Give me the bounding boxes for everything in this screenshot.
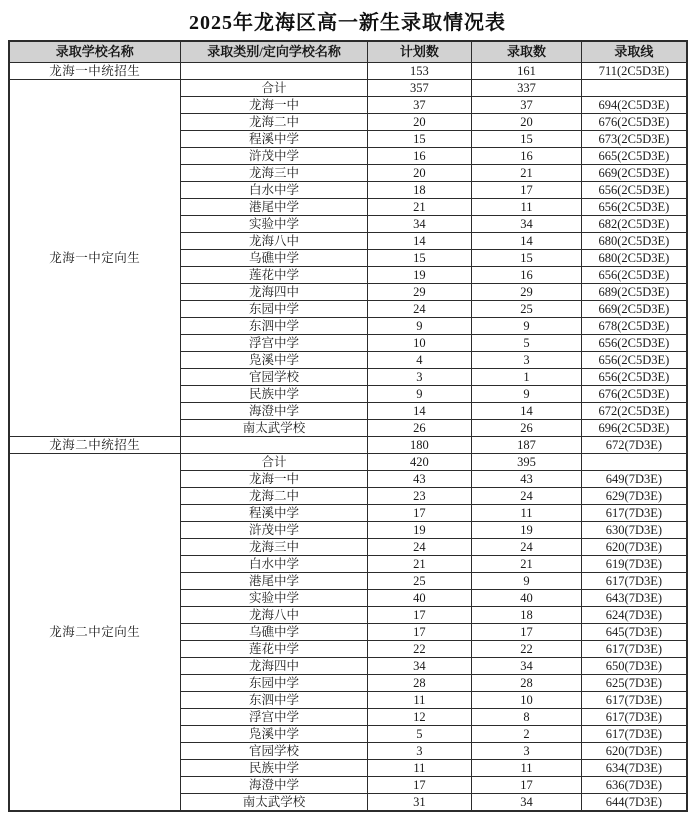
page-title: 2025年龙海区高一新生录取情况表 <box>189 12 506 34</box>
table-body <box>9 63 687 812</box>
cutoff-cell: 624(7D3E) <box>582 607 687 624</box>
cutoff-cell: 656(2C5D3E) <box>582 352 687 369</box>
plan-cell: 22 <box>368 641 472 658</box>
cutoff-cell: 617(7D3E) <box>582 692 687 709</box>
admitted-cell: 8 <box>471 709 582 726</box>
admitted-cell: 14 <box>471 403 582 420</box>
category-cell: 港尾中学 <box>181 573 368 590</box>
category-cell: 实验中学 <box>181 590 368 607</box>
cutoff-cell: 644(7D3E) <box>582 794 687 812</box>
admitted-cell: 21 <box>471 556 582 573</box>
plan-cell: 420 <box>368 454 472 471</box>
plan-cell: 17 <box>368 777 472 794</box>
admitted-cell: 28 <box>471 675 582 692</box>
admitted-cell: 1 <box>471 369 582 386</box>
admitted-cell: 2 <box>471 726 582 743</box>
plan-cell: 21 <box>368 199 472 216</box>
cutoff-cell: 682(2C5D3E) <box>582 216 687 233</box>
table-header <box>9 41 687 63</box>
admitted-cell: 17 <box>471 624 582 641</box>
cutoff-cell: 669(2C5D3E) <box>582 165 687 182</box>
admitted-cell: 9 <box>471 386 582 403</box>
category-cell: 官园学校 <box>181 369 368 386</box>
plan-cell: 21 <box>368 556 472 573</box>
cutoff-cell: 656(2C5D3E) <box>582 267 687 284</box>
cutoff-cell: 665(2C5D3E) <box>582 148 687 165</box>
admitted-cell: 24 <box>471 488 582 505</box>
cutoff-cell: 649(7D3E) <box>582 471 687 488</box>
cutoff-cell: 643(7D3E) <box>582 590 687 607</box>
category-cell: 龙海八中 <box>181 607 368 624</box>
admitted-cell: 9 <box>471 318 582 335</box>
school-group-cell: 龙海二中定向生 <box>9 454 181 812</box>
cutoff-cell: 680(2C5D3E) <box>582 233 687 250</box>
admitted-cell: 3 <box>471 743 582 760</box>
category-cell: 乌礁中学 <box>181 250 368 267</box>
admitted-cell: 11 <box>471 760 582 777</box>
category-cell: 海澄中学 <box>181 403 368 420</box>
cutoff-cell: 680(2C5D3E) <box>582 250 687 267</box>
plan-cell: 3 <box>368 369 472 386</box>
admitted-cell: 11 <box>471 505 582 522</box>
category-cell: 民族中学 <box>181 760 368 777</box>
plan-cell: 31 <box>368 794 472 812</box>
cutoff-cell: 656(2C5D3E) <box>582 182 687 199</box>
admitted-cell: 187 <box>471 437 582 454</box>
category-cell: 东园中学 <box>181 301 368 318</box>
category-cell: 龙海二中 <box>181 488 368 505</box>
plan-cell: 11 <box>368 692 472 709</box>
cutoff-cell: 620(7D3E) <box>582 539 687 556</box>
admitted-cell: 161 <box>471 63 582 80</box>
plan-cell: 28 <box>368 675 472 692</box>
plan-cell: 5 <box>368 726 472 743</box>
table-row <box>9 437 687 454</box>
cutoff-cell: 689(2C5D3E) <box>582 284 687 301</box>
admitted-cell: 11 <box>471 199 582 216</box>
cutoff-cell: 656(2C5D3E) <box>582 369 687 386</box>
cutoff-cell: 673(2C5D3E) <box>582 131 687 148</box>
category-cell: 合计 <box>181 454 368 471</box>
category-cell: 浮宫中学 <box>181 709 368 726</box>
admitted-cell: 18 <box>471 607 582 624</box>
category-cell: 东泗中学 <box>181 318 368 335</box>
plan-cell: 14 <box>368 403 472 420</box>
plan-cell: 11 <box>368 760 472 777</box>
category-cell: 白水中学 <box>181 182 368 199</box>
cutoff-cell: 696(2C5D3E) <box>582 420 687 437</box>
cutoff-cell: 656(2C5D3E) <box>582 335 687 352</box>
category-cell: 南太武学校 <box>181 420 368 437</box>
category-cell: 东园中学 <box>181 675 368 692</box>
admitted-cell: 14 <box>471 233 582 250</box>
cutoff-cell <box>582 80 687 97</box>
plan-cell: 18 <box>368 182 472 199</box>
school-group-cell: 龙海二中统招生 <box>9 437 181 454</box>
cutoff-cell: 629(7D3E) <box>582 488 687 505</box>
plan-cell: 153 <box>368 63 472 80</box>
category-cell: 白水中学 <box>181 556 368 573</box>
admitted-cell: 10 <box>471 692 582 709</box>
admitted-cell: 5 <box>471 335 582 352</box>
category-cell: 民族中学 <box>181 386 368 403</box>
cutoff-cell: 636(7D3E) <box>582 777 687 794</box>
admitted-cell: 16 <box>471 267 582 284</box>
admitted-cell: 9 <box>471 573 582 590</box>
admitted-cell: 22 <box>471 641 582 658</box>
category-cell: 官园学校 <box>181 743 368 760</box>
admissions-table <box>8 40 688 812</box>
cutoff-cell: 669(2C5D3E) <box>582 301 687 318</box>
cutoff-cell: 625(7D3E) <box>582 675 687 692</box>
cutoff-cell: 656(2C5D3E) <box>582 199 687 216</box>
plan-cell: 16 <box>368 148 472 165</box>
plan-cell: 180 <box>368 437 472 454</box>
category-cell: 龙海四中 <box>181 658 368 675</box>
category-cell: 龙海一中 <box>181 97 368 114</box>
admitted-cell: 34 <box>471 216 582 233</box>
category-cell: 龙海三中 <box>181 539 368 556</box>
plan-cell: 34 <box>368 216 472 233</box>
header-cell-school-name: 录取学校名称 <box>9 41 181 63</box>
category-cell: 东泗中学 <box>181 692 368 709</box>
cutoff-cell: 645(7D3E) <box>582 624 687 641</box>
category-cell: 凫溪中学 <box>181 726 368 743</box>
admitted-cell: 17 <box>471 182 582 199</box>
admitted-cell: 43 <box>471 471 582 488</box>
admitted-cell: 19 <box>471 522 582 539</box>
category-cell: 龙海四中 <box>181 284 368 301</box>
plan-cell: 17 <box>368 505 472 522</box>
category-cell: 合计 <box>181 80 368 97</box>
plan-cell: 43 <box>368 471 472 488</box>
category-cell: 龙海八中 <box>181 233 368 250</box>
plan-cell: 17 <box>368 624 472 641</box>
cutoff-cell: 678(2C5D3E) <box>582 318 687 335</box>
cutoff-cell: 620(7D3E) <box>582 743 687 760</box>
admitted-cell: 20 <box>471 114 582 131</box>
category-cell: 凫溪中学 <box>181 352 368 369</box>
cutoff-cell: 617(7D3E) <box>582 709 687 726</box>
plan-cell: 20 <box>368 114 472 131</box>
cutoff-cell: 676(2C5D3E) <box>582 114 687 131</box>
cutoff-cell: 617(7D3E) <box>582 641 687 658</box>
plan-cell: 40 <box>368 590 472 607</box>
plan-cell: 19 <box>368 267 472 284</box>
category-cell <box>181 63 368 80</box>
table-row <box>9 454 687 471</box>
cutoff-cell: 619(7D3E) <box>582 556 687 573</box>
cutoff-cell: 694(2C5D3E) <box>582 97 687 114</box>
plan-cell: 24 <box>368 301 472 318</box>
plan-cell: 10 <box>368 335 472 352</box>
plan-cell: 26 <box>368 420 472 437</box>
admitted-cell: 37 <box>471 97 582 114</box>
plan-cell: 12 <box>368 709 472 726</box>
school-group-cell: 龙海一中统招生 <box>9 63 181 80</box>
cutoff-cell: 630(7D3E) <box>582 522 687 539</box>
school-group-cell: 龙海一中定向生 <box>9 80 181 437</box>
category-cell: 龙海一中 <box>181 471 368 488</box>
admitted-cell: 15 <box>471 250 582 267</box>
plan-cell: 15 <box>368 131 472 148</box>
plan-cell: 4 <box>368 352 472 369</box>
category-cell: 港尾中学 <box>181 199 368 216</box>
category-cell: 龙海二中 <box>181 114 368 131</box>
cutoff-cell: 711(2C5D3E) <box>582 63 687 80</box>
cutoff-cell: 672(2C5D3E) <box>582 403 687 420</box>
admitted-cell: 395 <box>471 454 582 471</box>
header-cell-category: 录取类别/定向学校名称 <box>181 41 368 63</box>
cutoff-cell: 617(7D3E) <box>582 505 687 522</box>
header-cell-cutoff-score: 录取线 <box>582 41 687 63</box>
admitted-cell: 17 <box>471 777 582 794</box>
category-cell: 南太武学校 <box>181 794 368 812</box>
category-cell: 浮宫中学 <box>181 335 368 352</box>
admitted-cell: 3 <box>471 352 582 369</box>
cutoff-cell: 650(7D3E) <box>582 658 687 675</box>
plan-cell: 37 <box>368 97 472 114</box>
category-cell: 莲花中学 <box>181 641 368 658</box>
cutoff-cell: 672(7D3E) <box>582 437 687 454</box>
plan-cell: 15 <box>368 250 472 267</box>
header-cell-plan-count: 计划数 <box>368 41 472 63</box>
admitted-cell: 34 <box>471 658 582 675</box>
category-cell: 莲花中学 <box>181 267 368 284</box>
plan-cell: 357 <box>368 80 472 97</box>
category-cell: 海澄中学 <box>181 777 368 794</box>
admitted-cell: 34 <box>471 794 582 812</box>
plan-cell: 29 <box>368 284 472 301</box>
table-row <box>9 63 687 80</box>
plan-cell: 19 <box>368 522 472 539</box>
category-cell: 龙海三中 <box>181 165 368 182</box>
category-cell: 实验中学 <box>181 216 368 233</box>
category-cell: 程溪中学 <box>181 131 368 148</box>
cutoff-cell: 676(2C5D3E) <box>582 386 687 403</box>
admitted-cell: 24 <box>471 539 582 556</box>
plan-cell: 25 <box>368 573 472 590</box>
plan-cell: 17 <box>368 607 472 624</box>
cutoff-cell: 634(7D3E) <box>582 760 687 777</box>
admitted-cell: 40 <box>471 590 582 607</box>
plan-cell: 23 <box>368 488 472 505</box>
cutoff-cell: 617(7D3E) <box>582 573 687 590</box>
plan-cell: 24 <box>368 539 472 556</box>
table-row <box>9 80 687 97</box>
plan-cell: 9 <box>368 386 472 403</box>
category-cell: 乌礁中学 <box>181 624 368 641</box>
plan-cell: 20 <box>368 165 472 182</box>
admitted-cell: 15 <box>471 131 582 148</box>
cutoff-cell <box>582 454 687 471</box>
admitted-cell: 16 <box>471 148 582 165</box>
admitted-cell: 26 <box>471 420 582 437</box>
header-row <box>9 41 687 63</box>
category-cell: 浒茂中学 <box>181 148 368 165</box>
admitted-cell: 25 <box>471 301 582 318</box>
category-cell <box>181 437 368 454</box>
plan-cell: 14 <box>368 233 472 250</box>
category-cell: 程溪中学 <box>181 505 368 522</box>
plan-cell: 3 <box>368 743 472 760</box>
plan-cell: 9 <box>368 318 472 335</box>
admitted-cell: 337 <box>471 80 582 97</box>
cutoff-cell: 617(7D3E) <box>582 726 687 743</box>
admitted-cell: 21 <box>471 165 582 182</box>
category-cell: 浒茂中学 <box>181 522 368 539</box>
header-cell-admit-count: 录取数 <box>471 41 582 63</box>
plan-cell: 34 <box>368 658 472 675</box>
admitted-cell: 29 <box>471 284 582 301</box>
